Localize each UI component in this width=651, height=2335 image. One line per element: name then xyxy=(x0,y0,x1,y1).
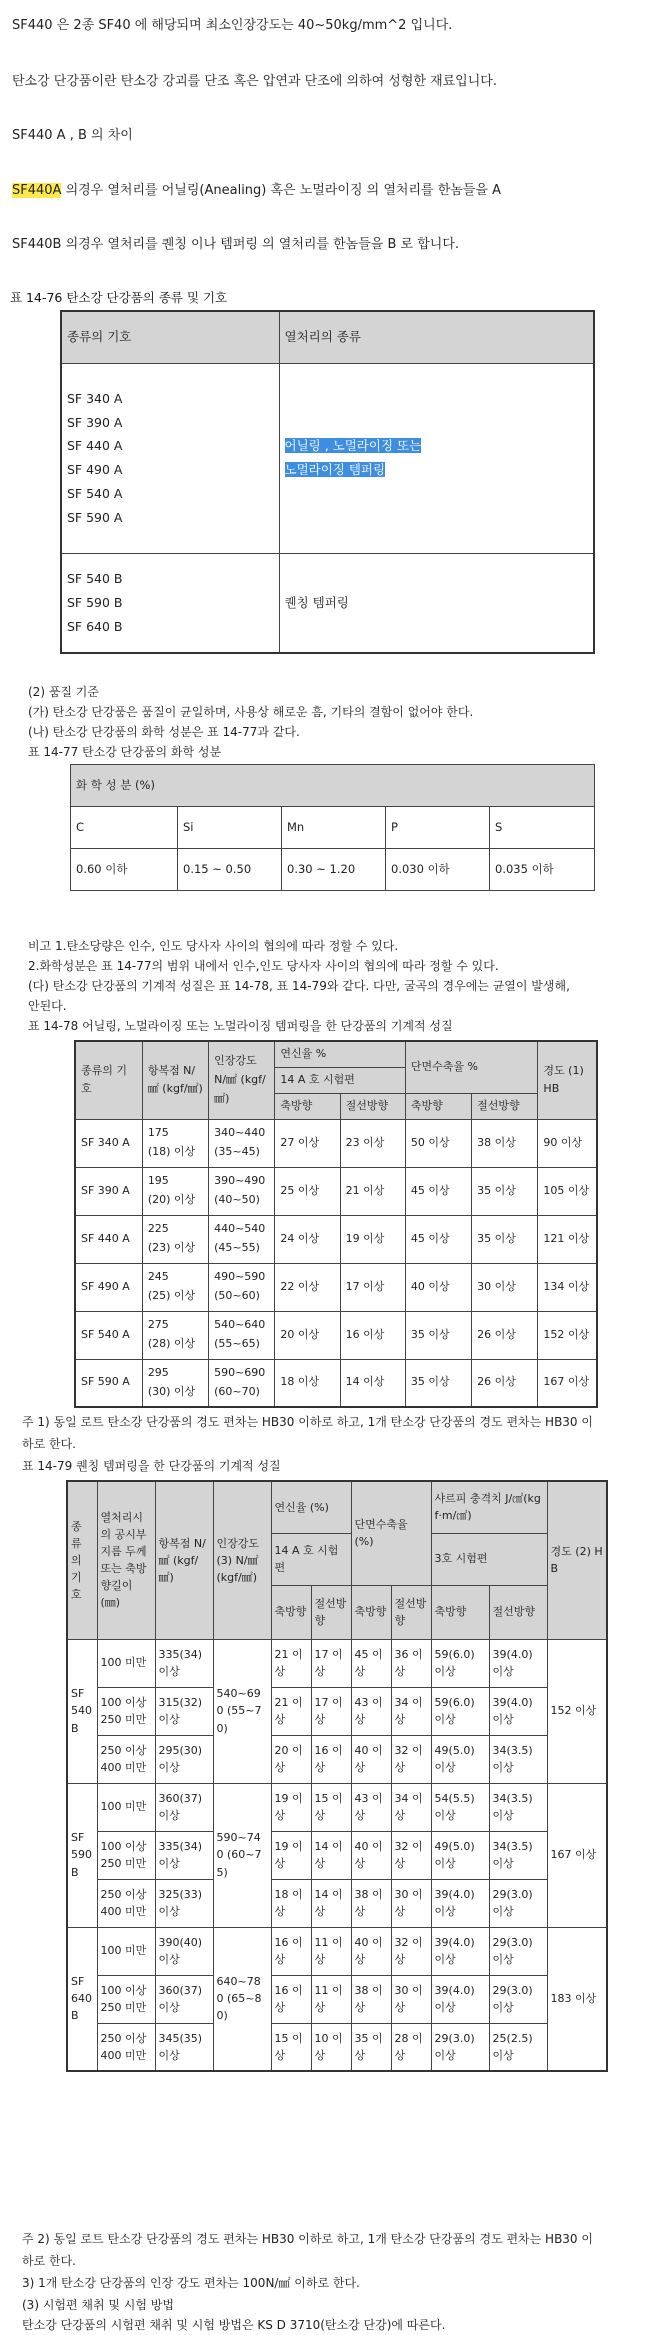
cell-elong-axial: 15 이상 xyxy=(271,2023,311,2071)
cell-red-axial: 38 이상 xyxy=(351,1975,391,2023)
table-row xyxy=(67,1879,607,1927)
note-77-2: 2.화학성분은 표 14-77의 범위 내에서 인수,인도 당사자 사이의 협의에 따라 정할 수 있다. xyxy=(28,959,499,973)
header-elongation: 연신율 % xyxy=(275,1041,405,1067)
cell-thickness: 250 이상 400 미만 xyxy=(97,1879,155,1927)
cell-thickness: 100 미만 xyxy=(97,1927,155,1975)
cell-elong-cut: 16 이상 xyxy=(340,1311,405,1359)
intro-line-4 xyxy=(12,179,501,198)
cell-red-cut: 38 이상 xyxy=(472,1119,538,1167)
cell-impact-axial: 39(4.0) 이상 xyxy=(431,1927,489,1975)
cell-symbol: SF 540 A xyxy=(75,1311,142,1359)
cell-impact-cut: 39(4.0) 이상 xyxy=(489,1687,547,1735)
quality-line-na: (나) 탄소강 단강품의 화학 성분은 표 14-77과 같다. xyxy=(28,725,300,739)
table-77-caption: 표 14-77 탄소강 단강품의 화학 성분 xyxy=(28,745,222,759)
cell-elong-cut: 21 이상 xyxy=(340,1167,405,1215)
cell-elong-cut: 19 이상 xyxy=(340,1215,405,1263)
header-yield: 항복점 N/㎟ (kgf/㎟) xyxy=(142,1041,208,1119)
cell-hardness: 183 이상 xyxy=(547,1927,607,2071)
value-s: 0.035 이하 xyxy=(490,849,595,891)
cell-hardness: 121 이상 xyxy=(538,1215,597,1263)
cell-impact-cut: 39(4.0) 이상 xyxy=(489,1639,547,1687)
cell-thickness: 100 미만 xyxy=(97,1639,155,1687)
quality-line-ga: (가) 탄소강 단강품은 품질이 균일하며, 사용상 해로운 흠, 기타의 결함이 없어야 한다. xyxy=(28,705,474,719)
quality-heading: (2) 품질 기준 xyxy=(28,685,99,699)
header-red-axial: 축방향 xyxy=(351,1585,391,1639)
table-76-header-symbol: 종류의 기호 xyxy=(61,311,279,363)
cell-red-cut: 30 이상 xyxy=(391,1975,431,2023)
cell-yield: 195 (20) 이상 xyxy=(142,1167,208,1215)
note-77-4: 안된다. xyxy=(28,999,67,1013)
header-symbol: 종류의 기 호 xyxy=(75,1041,142,1119)
header-thickness: 열처리시의 공시부 지름 두께 또는 축방향길이 (㎜) xyxy=(97,1481,155,1639)
cell-elong-cut: 15 이상 xyxy=(311,1783,351,1831)
cell-impact-cut: 29(3.0) 이상 xyxy=(489,1879,547,1927)
header-impact: 샤르피 충격치 J/㎠(kgf·m/㎠) xyxy=(431,1481,547,1533)
table-row xyxy=(67,1735,607,1783)
header-symbol: 종 류 의 기 호 xyxy=(67,1481,97,1639)
table-79-caption: 표 14-79 퀜칭 템퍼링을 한 단강품의 기계적 성질 xyxy=(22,1459,281,1473)
value-si: 0.15 ~ 0.50 xyxy=(178,849,282,891)
cell-symbol: SF 490 A xyxy=(75,1263,142,1311)
cell-elong-axial: 20 이상 xyxy=(275,1311,340,1359)
intro-line-2: 탄소강 단강품이란 탄소강 강괴를 단조 혹은 압연과 단조에 의하여 성형한 재료입니다. xyxy=(12,74,497,89)
cell-thickness: 250 이상 400 미만 xyxy=(97,1735,155,1783)
table-77-header: 화 학 성 분 (%) xyxy=(71,765,595,807)
cell-red-axial: 38 이상 xyxy=(351,1879,391,1927)
cell-hardness: 152 이상 xyxy=(547,1639,607,1783)
header-hardness: 경도 (1) HB xyxy=(538,1041,597,1119)
cell-hardness: 105 이상 xyxy=(538,1167,597,1215)
cell-red-cut: 28 이상 xyxy=(391,2023,431,2071)
cell-red-cut: 35 이상 xyxy=(472,1167,538,1215)
cell-impact-axial: 39(4.0) 이상 xyxy=(431,1879,489,1927)
cell-thickness: 100 이상 250 미만 xyxy=(97,1831,155,1879)
cell-yield: 295(30) 이상 xyxy=(155,1735,213,1783)
cell-thickness: 250 이상 400 미만 xyxy=(97,2023,155,2071)
value-p: 0.030 이하 xyxy=(386,849,490,891)
cell-elong-axial: 18 이상 xyxy=(271,1879,311,1927)
cell-impact-axial: 39(4.0) 이상 xyxy=(431,1975,489,2023)
cell-red-axial: 40 이상 xyxy=(351,1735,391,1783)
table-row xyxy=(75,1359,597,1407)
cell-tensile: 340~440 (35~45) xyxy=(209,1119,275,1167)
table-row xyxy=(67,2023,607,2071)
cell-elong-cut: 14 이상 xyxy=(311,1831,351,1879)
cell-elong-cut: 17 이상 xyxy=(311,1639,351,1687)
cell-red-cut: 34 이상 xyxy=(391,1687,431,1735)
cell-elong-cut: 11 이상 xyxy=(311,1975,351,2023)
cell-red-cut: 34 이상 xyxy=(391,1783,431,1831)
table-row xyxy=(67,1783,607,1831)
note-79-2: 하로 한다. xyxy=(22,2254,76,2268)
cell-impact-cut: 34(3.5) 이상 xyxy=(489,1735,547,1783)
header-red-cut: 절선방향 xyxy=(391,1585,431,1639)
cell-red-axial: 50 이상 xyxy=(405,1119,471,1167)
cell-yield: 360(37) 이상 xyxy=(155,1975,213,2023)
cell-impact-axial: 49(5.0) 이상 xyxy=(431,1735,489,1783)
cell-red-axial: 40 이상 xyxy=(405,1263,471,1311)
cell-elong-axial: 24 이상 xyxy=(275,1215,340,1263)
cell-hardness: 152 이상 xyxy=(538,1311,597,1359)
symbol-item: SF 540 B xyxy=(67,571,123,587)
cell-elong-cut: 11 이상 xyxy=(311,1927,351,1975)
table-row xyxy=(75,1167,597,1215)
cell-yield: 175 (18) 이상 xyxy=(142,1119,208,1167)
note-79-1: 주 2) 동일 로트 탄소강 단강품의 경도 편차는 HB30 이하로 하고, 1개 탄소강 단강품의 경도 편차는 HB30 이 xyxy=(22,2232,593,2246)
value-mn: 0.30 ~ 1.20 xyxy=(282,849,386,891)
cell-impact-axial: 59(6.0) 이상 xyxy=(431,1639,489,1687)
header-impact-specimen: 3호 시험편 xyxy=(431,1533,547,1585)
table-77 xyxy=(70,764,595,891)
cell-elong-cut: 16 이상 xyxy=(311,1735,351,1783)
cell-yield: 325(33) 이상 xyxy=(155,1879,213,1927)
header-yield: 항복점 N/㎟ (kgf/㎟) xyxy=(155,1481,213,1639)
cell-red-axial: 43 이상 xyxy=(351,1783,391,1831)
symbol-item: SF 390 A xyxy=(67,414,123,430)
table-row xyxy=(75,1215,597,1263)
cell-red-cut: 30 이상 xyxy=(472,1263,538,1311)
cell-hardness: 167 이상 xyxy=(547,1783,607,1927)
table-row xyxy=(67,1927,607,1975)
table-row xyxy=(75,1263,597,1311)
element-s: S xyxy=(490,807,595,849)
cell-red-cut: 35 이상 xyxy=(472,1215,538,1263)
cell-elong-axial: 22 이상 xyxy=(275,1263,340,1311)
cell-elong-axial: 18 이상 xyxy=(275,1359,340,1407)
note-77-3: (다) 탄소강 단강품의 기계적 성질은 표 14-78, 표 14-79와 같다. 다만, 굴곡의 경우에는 균열이 발생해, xyxy=(28,979,570,993)
header-elong-cut: 절선방향 xyxy=(340,1093,405,1119)
header-elong-specimen: 14 A 호 시험편 xyxy=(271,1533,351,1585)
test-method-text: 탄소강 단강품의 시험편 채취 및 시험 방법은 KS D 3710(탄소강 단강)에 따른다. xyxy=(22,2318,446,2332)
value-c: 0.60 이하 xyxy=(71,849,178,891)
symbol-item: SF 540 A xyxy=(67,485,123,501)
selected-treatment-line: 어닐링 , 노멀라이징 또는 xyxy=(284,438,422,454)
header-elongation: 연신율 (%) xyxy=(271,1481,351,1533)
element-p: P xyxy=(386,807,490,849)
cell-yield: 345(35) 이상 xyxy=(155,2023,213,2071)
cell-red-axial: 40 이상 xyxy=(351,1831,391,1879)
highlighted-term: SF440A xyxy=(12,183,62,198)
cell-tensile: 540~690 (55~70) xyxy=(213,1639,271,1783)
cell-elong-cut: 17 이상 xyxy=(340,1263,405,1311)
cell-elong-axial: 16 이상 xyxy=(271,1975,311,2023)
cell-hardness: 90 이상 xyxy=(538,1119,597,1167)
intro-line-1: SF440 은 2종 SF40 에 해당되며 최소인장강도는 40~50kg/mm^2 입니다. xyxy=(12,18,453,33)
table-row xyxy=(67,1687,607,1735)
cell-impact-cut: 25(2.5) 이상 xyxy=(489,2023,547,2071)
cell-tensile: 390~490 (40~50) xyxy=(209,1167,275,1215)
cell-impact-cut: 34(3.5) 이상 xyxy=(489,1831,547,1879)
cell-red-axial: 35 이상 xyxy=(405,1359,471,1407)
cell-elong-axial: 19 이상 xyxy=(271,1831,311,1879)
cell-red-cut: 32 이상 xyxy=(391,1831,431,1879)
cell-impact-axial: 54(5.5) 이상 xyxy=(431,1783,489,1831)
header-impact-cut: 절선방향 xyxy=(489,1585,547,1639)
cell-yield: 390(40) 이상 xyxy=(155,1927,213,1975)
cell-yield: 360(37) 이상 xyxy=(155,1783,213,1831)
cell-red-cut: 30 이상 xyxy=(391,1879,431,1927)
cell-red-cut: 26 이상 xyxy=(472,1311,538,1359)
cell-red-axial: 45 이상 xyxy=(405,1167,471,1215)
cell-red-cut: 26 이상 xyxy=(472,1359,538,1407)
table-76-group-a-symbols xyxy=(61,363,279,553)
header-elong-axial: 축방향 xyxy=(271,1585,311,1639)
header-red-cut: 절선방향 xyxy=(472,1093,538,1119)
cell-red-cut: 32 이상 xyxy=(391,1927,431,1975)
cell-yield: 245 (25) 이상 xyxy=(142,1263,208,1311)
table-row xyxy=(67,1975,607,2023)
cell-yield: 225 (23) 이상 xyxy=(142,1215,208,1263)
symbol-item: SF 640 B xyxy=(67,618,123,634)
cell-tensile: 440~540 (45~55) xyxy=(209,1215,275,1263)
note-78-1: 주 1) 동일 로트 탄소강 단강품의 경도 편차는 HB30 이하로 하고, 1개 탄소강 단강품의 경도 편차는 HB30 이 xyxy=(22,1415,593,1429)
cell-elong-axial: 21 이상 xyxy=(271,1687,311,1735)
cell-thickness: 100 미만 xyxy=(97,1783,155,1831)
cell-hardness: 167 이상 xyxy=(538,1359,597,1407)
cell-red-axial: 35 이상 xyxy=(405,1311,471,1359)
cell-elong-cut: 14 이상 xyxy=(311,1879,351,1927)
header-hardness: 경도 (2) HB xyxy=(547,1481,607,1639)
cell-symbol: SF 340 A xyxy=(75,1119,142,1167)
table-78-caption: 표 14-78 어닐링, 노멀라이징 또는 노멀라이징 템퍼링을 한 단강품의 기계적 성질 xyxy=(28,1019,453,1033)
header-impact-axial: 축방향 xyxy=(431,1585,489,1639)
cell-hardness: 134 이상 xyxy=(538,1263,597,1311)
note-79-3: 3) 1개 탄소강 단강품의 인장 강도 편차는 100N/㎟ 이하로 한다. xyxy=(22,2276,360,2290)
table-row xyxy=(75,1311,597,1359)
cell-tensile: 640~780 (65~80) xyxy=(213,1927,271,2071)
table-row xyxy=(67,1831,607,1879)
table-79 xyxy=(66,1480,608,2072)
cell-symbol: SF 590 A xyxy=(75,1359,142,1407)
cell-red-cut: 32 이상 xyxy=(391,1735,431,1783)
cell-thickness: 100 이상 250 미만 xyxy=(97,1975,155,2023)
header-elongation-specimen: 14 A 호 시험편 xyxy=(275,1067,405,1093)
header-elong-axial: 축방향 xyxy=(275,1093,340,1119)
cell-yield: 295 (30) 이상 xyxy=(142,1359,208,1407)
cell-symbol: SF 440 A xyxy=(75,1215,142,1263)
table-76-group-b-treatment: 퀜칭 템퍼링 xyxy=(279,553,594,653)
cell-elong-axial: 16 이상 xyxy=(271,1927,311,1975)
cell-elong-axial: 25 이상 xyxy=(275,1167,340,1215)
header-reduction: 단면수축율 % xyxy=(405,1041,538,1093)
selected-treatment-line: 노멀라이징 템퍼링 xyxy=(284,462,386,477)
cell-elong-cut: 14 이상 xyxy=(340,1359,405,1407)
header-reduction: 단면수축율 (%) xyxy=(351,1481,431,1585)
table-76-group-b-symbols xyxy=(61,553,279,653)
symbol-item: SF 590 A xyxy=(67,509,123,525)
element-c: C xyxy=(71,807,178,849)
cell-tensile: 490~590 (50~60) xyxy=(209,1263,275,1311)
table-76-caption: 표 14-76 탄소강 단강품의 종류 및 기호 xyxy=(10,290,228,305)
cell-yield: 275 (28) 이상 xyxy=(142,1311,208,1359)
cell-red-axial: 45 이상 xyxy=(351,1639,391,1687)
cell-red-axial: 40 이상 xyxy=(351,1927,391,1975)
header-elong-cut: 절선방향 xyxy=(311,1585,351,1639)
cell-yield: 315(32) 이상 xyxy=(155,1687,213,1735)
table-76-header-treatment: 열처리의 종류 xyxy=(279,311,594,363)
table-row xyxy=(67,1639,607,1687)
cell-yield: 335(34) 이상 xyxy=(155,1639,213,1687)
note-78-2: 하로 한다. xyxy=(22,1437,76,1451)
cell-elong-axial: 27 이상 xyxy=(275,1119,340,1167)
cell-impact-cut: 34(3.5) 이상 xyxy=(489,1783,547,1831)
cell-thickness: 100 이상 250 미만 xyxy=(97,1687,155,1735)
cell-elong-axial: 20 이상 xyxy=(271,1735,311,1783)
intro-line-5: SF440B 의경우 열처리를 퀜칭 이나 템퍼링 의 열처리를 한놈들을 B 로 합니다. xyxy=(12,237,460,252)
cell-elong-cut: 23 이상 xyxy=(340,1119,405,1167)
table-row xyxy=(75,1119,597,1167)
symbol-item: SF 340 A xyxy=(67,390,123,406)
cell-symbol: SF 540 B xyxy=(67,1639,97,1783)
table-78 xyxy=(74,1040,598,1408)
table-76-group-a-treatment xyxy=(279,363,594,553)
cell-elong-cut: 17 이상 xyxy=(311,1687,351,1735)
header-tensile: 인장강도 (3) N/㎟ (kgf/㎟) xyxy=(213,1481,271,1639)
cell-impact-cut: 29(3.0) 이상 xyxy=(489,1975,547,2023)
intro-line-3: SF440 A , B 의 차이 xyxy=(12,128,133,143)
element-si: Si xyxy=(178,807,282,849)
cell-red-axial: 35 이상 xyxy=(351,2023,391,2071)
note-77-1: 비고 1.탄소당량은 인수, 인도 당사자 사이의 협의에 따라 정할 수 있다. xyxy=(28,939,399,953)
cell-impact-axial: 49(5.0) 이상 xyxy=(431,1831,489,1879)
cell-elong-cut: 10 이상 xyxy=(311,2023,351,2071)
cell-elong-axial: 19 이상 xyxy=(271,1783,311,1831)
cell-symbol: SF 590 B xyxy=(67,1783,97,1927)
cell-yield: 335(34) 이상 xyxy=(155,1831,213,1879)
element-mn: Mn xyxy=(282,807,386,849)
cell-elong-axial: 21 이상 xyxy=(271,1639,311,1687)
intro-line-4-text: 의경우 열처리를 어닐링(Anealing) 혹은 노멀라이징 의 열처리를 한놈들을 A xyxy=(61,183,501,198)
symbol-item: SF 590 B xyxy=(67,594,123,610)
symbol-item: SF 440 A xyxy=(67,438,123,454)
table-76 xyxy=(60,310,595,654)
cell-red-cut: 36 이상 xyxy=(391,1639,431,1687)
cell-impact-axial: 29(3.0) 이상 xyxy=(431,2023,489,2071)
cell-impact-axial: 59(6.0) 이상 xyxy=(431,1687,489,1735)
cell-impact-cut: 29(3.0) 이상 xyxy=(489,1927,547,1975)
header-tensile: 인장강도 N/㎟ (kgf/㎟) xyxy=(209,1041,275,1119)
test-method-heading: (3) 시험편 채취 및 시험 방법 xyxy=(22,2298,174,2312)
cell-tensile: 590~690 (60~70) xyxy=(209,1359,275,1407)
cell-tensile: 540~640 (55~65) xyxy=(209,1311,275,1359)
cell-symbol: SF 390 A xyxy=(75,1167,142,1215)
cell-symbol: SF 640 B xyxy=(67,1927,97,2071)
symbol-item: SF 490 A xyxy=(67,462,123,477)
cell-red-axial: 43 이상 xyxy=(351,1687,391,1735)
cell-red-axial: 45 이상 xyxy=(405,1215,471,1263)
cell-tensile: 590~740 (60~75) xyxy=(213,1783,271,1927)
header-red-axial: 축방향 xyxy=(405,1093,471,1119)
